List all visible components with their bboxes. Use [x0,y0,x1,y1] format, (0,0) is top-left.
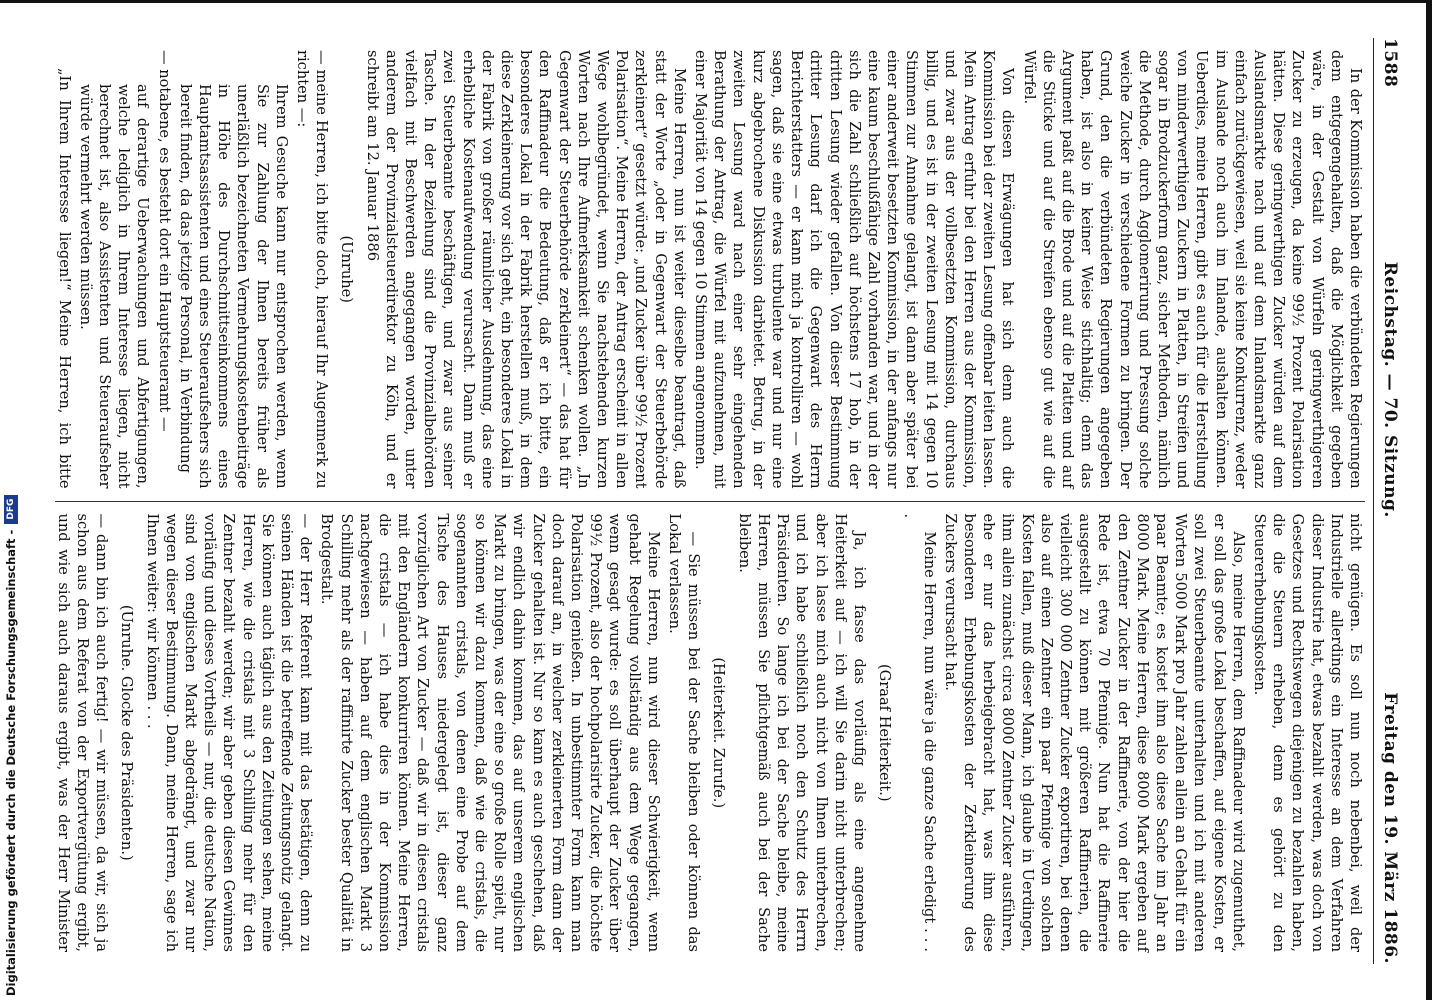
paragraph: — notabene, es besteht dort ein Hauptsteueramt — [155,50,173,432]
paragraph: — dann bin ich auch fertig! — wir müssen, da wir, sich ja schon aus dem Referat von der Exportvergütung ergibt, und wie sich auch daraus ergibt, was der Herr Minister [55,513,111,952]
rotated-page [16,8,1426,992]
interjection: (Graaf Heiterkeit.) [876,663,894,802]
digitization-note [4,495,18,996]
text-columns [55,38,1365,964]
dfg-logo: DFG [4,495,18,524]
right-column [55,502,1365,965]
digitization-text: Digitalisierung gefördert durch die Deutsche Forschungsgemeinschaft - [4,529,18,996]
page-number: 1588 [1380,38,1400,88]
scan-edge-right [1426,0,1432,1000]
paragraph: Meine Herren, nun wäre ja die ganze Sache erledigt . . . . [901,513,938,952]
scan-edge-top [0,0,1432,3]
page-date: Freitag den 19. März 1886. [1380,692,1400,964]
paragraph: Ja, ich fasse das vorläufig als eine angenehme Heiterkeit auf — ich will Sie darin nicht unterbrechen; aber ich lasse mich auch nicht von Ihnen unterbrechen, und ich habe schließlich noch den Schutz des Herrn Präsidenten. So lange ich bei der Sache bleibe, meine Herren, müssen Sie pflichtgemäß auch bei der Sache bleiben. [735,513,868,952]
paragraph: Meine Herren, nun wird dieser Schwierigkeit, wenn gehabt Regelung vollständig aus dem Wege gegangen, wenn gesagt wurde: es soll überhaupt der Zucker über 99½ Prozent, also der hochpolarisirte Zucker, die höchste Polarisation genießen. In unbestimmter Form kann man doch darauf an, in welcher zerkleinerten Form dann der Zucker gehalten ist. Nur so kann es auch geschehen, daß wir endlich dahin kommen, das auf unserem englischen Markt zu bringen, was der eine so große Rolle spielt, nur so können wir dazu kommen, daß wie die cristals, die sogenannten cristals, von denen eine Probe auf dem Tische des Hauses niedergelegt ist, dieser ganz vorzüglichen Art von Zucker — daß wir in diesen cristals mit den Engländern konkurriren können. Meine Herren, die cristals — ich habe dies in der Kommission nachgewiesen — haben auf dem englischen Markt 3 Schilling mehr als der raffinirte Zucker bester Qualität in Brodgestalt. [318,513,662,952]
left-column [55,38,1365,501]
paragraph: nicht genügen. Es soll nun noch nebenbei, weil der Industrielle allerdings ein Interesse an dem Verfahren dieser Industrie hat, etwas bezahlt werden, was doch von Gesetzes und Rechtswegen diejenigen zu bezahlen haben, die die Steuern erheben, denn es gehört zu den Steuererhebungskosten. [1250,513,1364,952]
page-header [1373,38,1400,964]
quote-paragraph: Ihrem Gesuche kann nur entsprochen werden, wenn Sie zur Zahlung der Ihnen bereits früher als unerläßlich bezeichneten Vermehrungskostenbeiträge in Höhe des Durchschnittseinkommens eines Hauptamtsassistenten und eines Steueraufsehers sich bereit finden, da das jetzige Personal, in Verbindung [176,84,290,489]
interjection: (Unruhe. Glocke des Präsidenten.) [118,604,136,861]
quote-paragraph: auf derartige Ueberwachungen und Abfertigungen, welche lediglich in Ihrem Interesse liegen, nicht berechnet ist, also Assistenten und Steueraufseher würde vermehrt werden müssen. [76,84,152,489]
paragraph: „In Ihrem Interesse liegen!“ Meine Herren, ich bitte [55,68,73,489]
paragraph: — Sie müssen bei der Sache bleiben oder können das Lokal verlassen. [666,513,703,952]
paragraph: Meine Herren, nun ist weiter dieselbe beantragt, daß statt der Worte „oder in Gegenwart der Steuerbehörde zerkleinert“ gesetzt würde: „und Zucker über 99½ Prozent Polarisation“. Meine Herren, der Antrag erscheint in allen Wege wohlbegründet, wenn Sie nachstehenden kurzen Worten nach Ihre Aufmerksamkeit schenken wollen. „In Gegenwart der Steuerbehörde zerkleinert“ — das hat für den Raffinadeur die Bedeutung, daß er ich bitte, ein besonderes Lokal in der Fabrik herstellen muß, in dem diese Zerkleinerung vor sich geht, ein besonderes Lokal in der Fabrik von großer räumlicher Ausdehnung, das eine erhebliche Kostenaufwendung verursacht. Dann muß er zwei Steuerbeamte beschäftigen, und zwar aus seiner Tasche. In der Beziehung sind die Provinzialbehörden vielfach mit Beschwerden angegangen worden, unter anderem der Provinzialsteuerdirektor zu Köln, und er schreibt am 12. Januar 1886 [363,50,688,489]
paragraph: Von diesen Erwägungen hat sich denn auch die Kommission bei der zweiten Lesung offenbar leiten lassen. Mein Antrag erfuhr bei den Herren aus der Kommission, und zwar aus der vollbesetzten Kommission, durchaus billig, und es ist in der zweiten Lesung mit 14 gegen 10 Stimmen zur Annahme gelangt, ist dann aber später bei einer anderweit besetzten Kommission, in der anfangs nur eine kaum beschlußfähige Zahl vorhanden war, und in der sich die Zahl schließlich auf höchstens 17 hob, in der dritten Lesung wieder gefallen. Von dieser Bestimmung dritter Lesung darf ich die Gegenwart des Herrn Berichterstatters — er kann mich ja kontrolliren — wohl sagen, daß sie eine etwas turbulente war und nur eine kurz abgebrochene Diskussion darbietet. Betrug, in der zweiten Lesung ward nach einer sehr eingehenden Berathung der Antrag, die Würfel mit aufzunehmen, mit einer Majorität von 14 gegen 10 Stimmen angenommen. [692,50,1017,489]
interjection: (Unruhe) [338,235,356,303]
paragraph: In der Kommission haben die verbündeten Regierungen dem entgegengehalten, daß die Möglichkeit gegeben wäre, in der Gestalt von Würfeln geringwerthigeren Zucker zu erzeugen, da keine 99½ Prozent Polarisation hätten. Diese geringwerthigen Zucker würden auf dem Auslandsmarkte nach und auf dem Inlandsmarkte ganz einfach zurückgewiesen, weil sie keine Konkurrenz, weder im Auslande noch auch im Inlande, aushalten können. Ueberdies, meine Herren, gibt es auch für die Herstellung von minderwerthigen Zuckern in Platten, in Streifen und sogar in Brodzuckerform ganz, sicher Methoden, nämlich die Methode, durch Agglomerirung und Pressung solche weiche Zucker in verschiedene Formen zu bringen. Der Grund, den die verbündeten Regierungen angegeben haben, ist also in keiner Weise stichhaltig; denn das Argument paßt auf die Brode und auf die Platten und auf die Stücke und auf die Streifen ebenso gut wie auf die Würfel. [1020,50,1364,489]
page-title: Reichstag. — 70. Sitzung. [1380,261,1400,518]
interjection: (Heiterkeit. Zurufe.) [710,657,728,809]
paragraph: — meine Herren, ich bitte doch, hierauf Ihr Augenmerk zu richten —: [294,50,331,489]
paragraph: Also, meine Herren, dem Raffinadeur wird zugemuthet, er soll das große Lokal beschaffen, auf eigene Kosten, er soll zwei Steuerbeamte unterhalten und ich mit anderen Worten 5000 Mark pro Jahr zahlen allein an Gehalt für ein paar Beamte; es kostet ihm also diese Sache im Jahr an 8000 Mark. Meine Herren, diese 8000 Mark ergeben auf den Zentner Zucker in der Raffinerie, von der hier die Rede ist, etwa 70 Pfennige. Nun hat die Raffinerie ausgestellt zu können mit größeren Raffinerien, die vielleicht 300 000 Zentner Zucker exportiren, bei denen also auf einen Zentner ein paar Pfennige von solchen Kosten fallen, muß dieser Mann, ich glaube in Uerdingen, ihm allein zunächst circa 8000 Zentner Zucker ausführen, ehe er nur das herbeigebracht hat, was ihm diese besonderen Erhebungskosten der Zerkleinerung des Zuckers verursacht hat. [941,513,1247,952]
paragraph: — der Herr Referent kann mit das bestätigen, denn zu seinen Händen ist die betreffende Zeitungsnotiz gelangt. Sie können auch täglich aus den Zeitungen sehen, meine Herren, wie die cristals mit 3 Schilling mehr für den Zentner bezahlt werden; wir aber geben diesen Gewinnes vorläufig und dieses Vortheils — nur, die deutsche Nation, sind von englischen Markt abgedrängt, und zwar nur wegen dieser Bestimmung. Dann, meine Herren, sage ich Ihnen weiter: wir können . . . [143,513,315,952]
